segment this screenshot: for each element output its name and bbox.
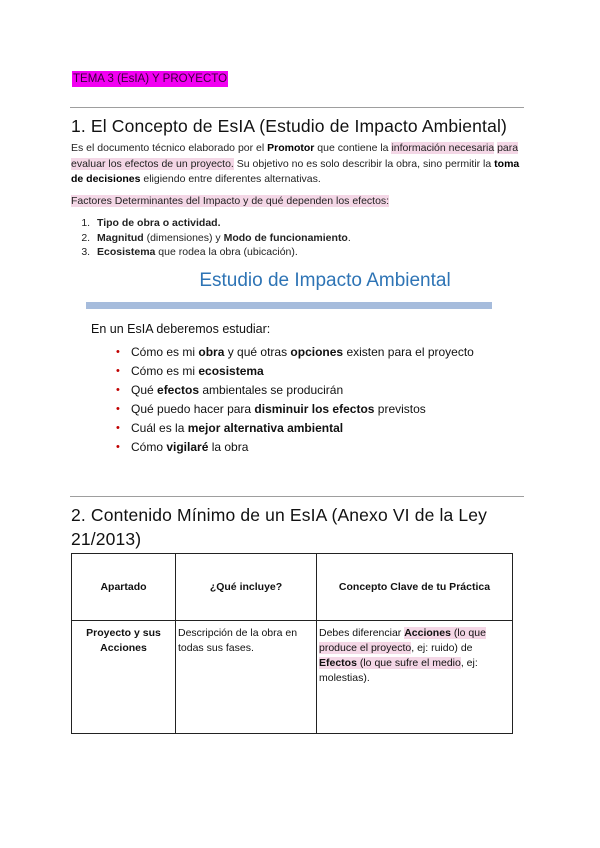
bullet-icon: • (116, 441, 120, 453)
list-item: • Qué puedo hacer para disminuir los efectos previstos (116, 400, 474, 419)
table-cell-incluye: Descripción de la obra en todas sus fases. (176, 621, 317, 734)
bullet-icon: • (116, 365, 120, 377)
table-header: Apartado (72, 554, 176, 621)
list-item: • Cómo es mi ecosistema (116, 362, 474, 381)
section2-title: 2. Contenido Mínimo de un EsIA (Anexo VI de la Ley 21/2013) (71, 505, 488, 549)
table-header-row (72, 554, 513, 621)
table-cell-concepto: Debes diferenciar Acciones (lo que produce el proyecto, ej: ruido) de Efectos (lo que sufre el medio, ej: molestias). (317, 621, 513, 734)
list-item: 1. Tipo de obra o actividad. (93, 216, 553, 231)
bullet-icon: • (116, 403, 120, 415)
content-table (71, 553, 513, 734)
bullet-icon: • (116, 422, 120, 434)
table-row (72, 621, 513, 734)
section-divider (70, 107, 524, 108)
list-item: • Cómo vigilaré la obra (116, 438, 474, 457)
topic-tag: TEMA 3 (EsIA) Y PROYECTO (73, 73, 228, 85)
bullet-icon: • (116, 384, 120, 396)
table-cell-apartado: Proyecto y sus Acciones (72, 621, 176, 734)
slide-title: Estudio de Impacto Ambiental (199, 270, 451, 291)
factors-heading: Factores Determinantes del Impacto y de qué dependen los efectos: (71, 195, 390, 207)
list-item: • Cómo es mi obra y qué otras opciones existen para el proyecto (116, 343, 474, 362)
table-header: ¿Qué incluye? (176, 554, 317, 621)
list-item: 2. Magnitud (dimensiones) y Modo de funcionamiento. (93, 231, 553, 246)
slide-bullet-list (116, 343, 474, 457)
list-item: 3. Ecosistema que rodea la obra (ubicación). (93, 245, 553, 260)
section-divider (70, 496, 524, 497)
concept-paragraph: Es el documento técnico elaborado por el Promotor que contiene la información necesaria para evaluar los efectos de un proyecto. Su objetivo no es solo describir la obra, sino permitir la toma de decisiones eligiendo entre diferentes alternativas. (71, 142, 520, 185)
slide-title-bar (86, 302, 492, 309)
bullet-icon: • (116, 346, 120, 358)
table-header: Concepto Clave de tu Práctica (317, 554, 513, 621)
list-item: • Cuál es la mejor alternativa ambiental (116, 419, 474, 438)
list-item: • Qué efectos ambientales se producirán (116, 381, 474, 400)
section1-title: 1. El Concepto de EsIA (Estudio de Impacto Ambiental) (71, 116, 507, 136)
factors-list (57, 216, 553, 260)
slide-intro: En un EsIA deberemos estudiar: (91, 322, 271, 336)
